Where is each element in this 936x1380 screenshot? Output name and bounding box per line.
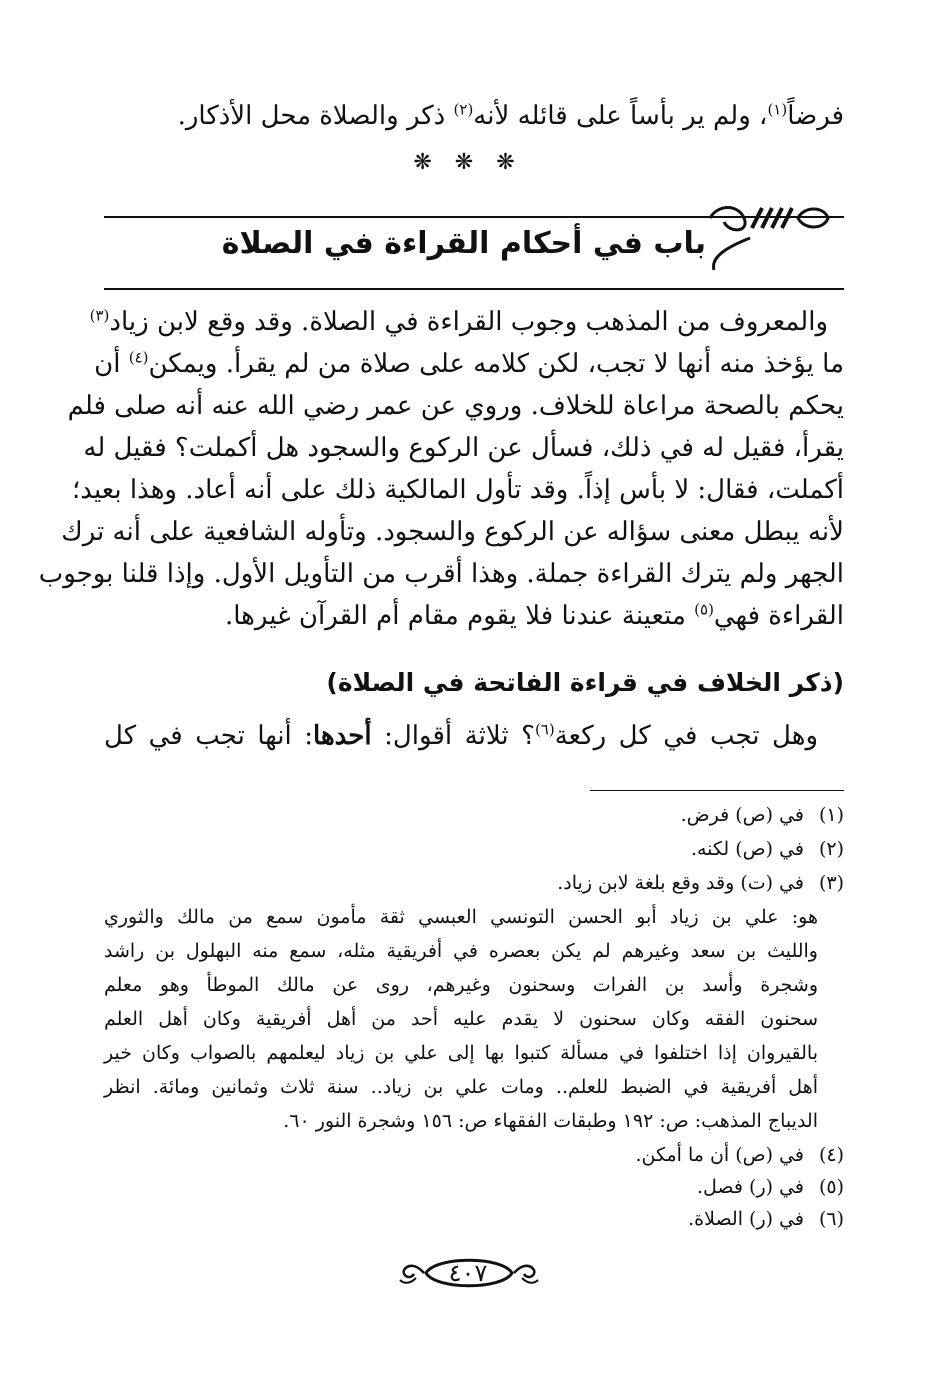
text-run: القراءة فهي (713, 601, 844, 631)
footnote-line: هو: علي بن زياد أبو الحسن التونسي العبسي ثقة مأمون سمع من مالك والثوري (104, 906, 818, 928)
paragraph-line (104, 716, 818, 756)
text-run: : أنها تجب في كل (104, 721, 314, 751)
paragraph-line: لأنه يبطل معنى سؤاله عن الركوع والسجود. وتأوله الشافعية على أنه ترك (61, 517, 844, 547)
footnote-number: (٤) (818, 1144, 844, 1166)
footnote-line: وشجرة وأسد بن الفرات وسحنون وغيرهم، روى عن مالك الموطأ وهو معلم (104, 974, 818, 996)
text-run: والمعروف من المذهب وجوب القراءة في الصلاة. وقد وقع لابن زياد (109, 307, 828, 337)
ornament-icon (704, 198, 834, 238)
footnote-text: في (ر) فصل. (697, 1176, 804, 1198)
footnote-line: أهل أفريقية في الضبط للعلم.. ومات علي بن زياد.. سنة ثلاث وثمانين ومائة. انظر (104, 1076, 818, 1098)
footnote (557, 872, 844, 894)
footnote-line: الديباج المذهب: ص: ١٩٢ وطبقات الفقهاء ص: ١٥٦ وشجرة النور ٦٠. (283, 1110, 818, 1132)
ornament-swash (700, 236, 760, 276)
title-bottom-rule (104, 288, 844, 290)
footnote-line: بالقيروان إذا اختلفوا في مسألة كتبوا بها إلى علي بن زياد ليعلمهم بالصواب وكان خير (104, 1042, 818, 1064)
footnote-line: والليث بن سعد وغيرهم لم يكن بعصره في أفريقية مثله، سمع منه البهلول بن راشد (104, 940, 818, 962)
footnote (681, 804, 844, 826)
footnote-number: (٣) (818, 872, 844, 894)
paragraph-line: أكملت، فقال: لا بأس إذاً. وقد تأول المالكية ذلك على أنه أعاد. وهذا بعيد؛ (72, 475, 844, 505)
text-run: ذكر والصلاة محل الأذكار. (177, 101, 454, 131)
text-run: ، ولم ير بأساً على قائله لأنه (473, 101, 768, 131)
paragraph-line: يقرأ، فقيل له في ذلك، فسأل عن الركوع والسجود هل أكملت؟ فقيل له (83, 433, 844, 463)
footnote-text: في (ص) لكنه. (690, 838, 804, 860)
text-run: فرضاً (787, 101, 844, 131)
footnote-number: (١) (818, 804, 844, 826)
paragraph-line: يحكم بالصحة مراعاة للخلاف. وروي عن عمر رضي الله عنه أنه صلى فلم (67, 391, 844, 421)
footnote-text: في (ص) فرض. (680, 804, 804, 826)
footnote-number: (٦) (818, 1208, 844, 1230)
footnote-number: (٥) (818, 1176, 844, 1198)
page-number: ٤٠٧ (448, 1259, 488, 1287)
text-run: أن (94, 349, 129, 379)
footnote-ref: (٦) (534, 720, 555, 739)
footnote-divider (590, 790, 844, 791)
footnote-text: في (ت) وقد وقع بلغة لابن زياد. (557, 872, 804, 894)
paragraph-line (94, 344, 844, 384)
footnote-ref: (٣) (89, 306, 110, 325)
text-run: متعينة عندنا فلا يقوم مقام أم القرآن غيرها. (224, 601, 695, 631)
text-run: وهل تجب في كل ركعة (554, 721, 818, 751)
text-run: ما يؤخذ منه أنها لا تجب، لكن كلامه على صلاة من لم يقرأ. ويمكن (148, 349, 844, 379)
section-heading: (ذكر الخلاف في قراءة الفاتحة في الصلاة) (326, 668, 844, 697)
footnote-text: في (ص) أن ما أمكن. (635, 1144, 804, 1166)
footnote-ref: (٢) (453, 100, 474, 119)
footnote-ref: (١) (767, 100, 788, 119)
paragraph-line (89, 302, 828, 342)
section-separator: ❋ ❋ ❋ (413, 150, 523, 175)
footnote (691, 838, 844, 860)
footnote-number: (٢) (818, 838, 844, 860)
paragraph-line: الجهر ولم يترك القراءة جملة. وهذا أقرب من التأويل الأول. وإذا قلنا بوجوب (38, 559, 844, 589)
footnote-ref: (٥) (694, 600, 714, 619)
footnote-text: في (ر) الصلاة. (688, 1208, 804, 1230)
bold-term: أحدها (313, 721, 372, 751)
footnote (635, 1144, 844, 1166)
chapter-title: باب في أحكام القراءة في الصلاة (221, 226, 706, 261)
footnote (688, 1208, 844, 1230)
text-run: ؟ ثلاثة أقوال: (371, 721, 535, 751)
footnote (697, 1176, 844, 1198)
paragraph-line (104, 596, 844, 636)
footnote-line: سحنون الفقه وكان سحنون لا يقدم عليه أحد من أهل أفريقية وكان أهل العلم (104, 1008, 818, 1030)
carryover-line (104, 96, 844, 136)
footnote-ref: (٤) (128, 348, 149, 367)
